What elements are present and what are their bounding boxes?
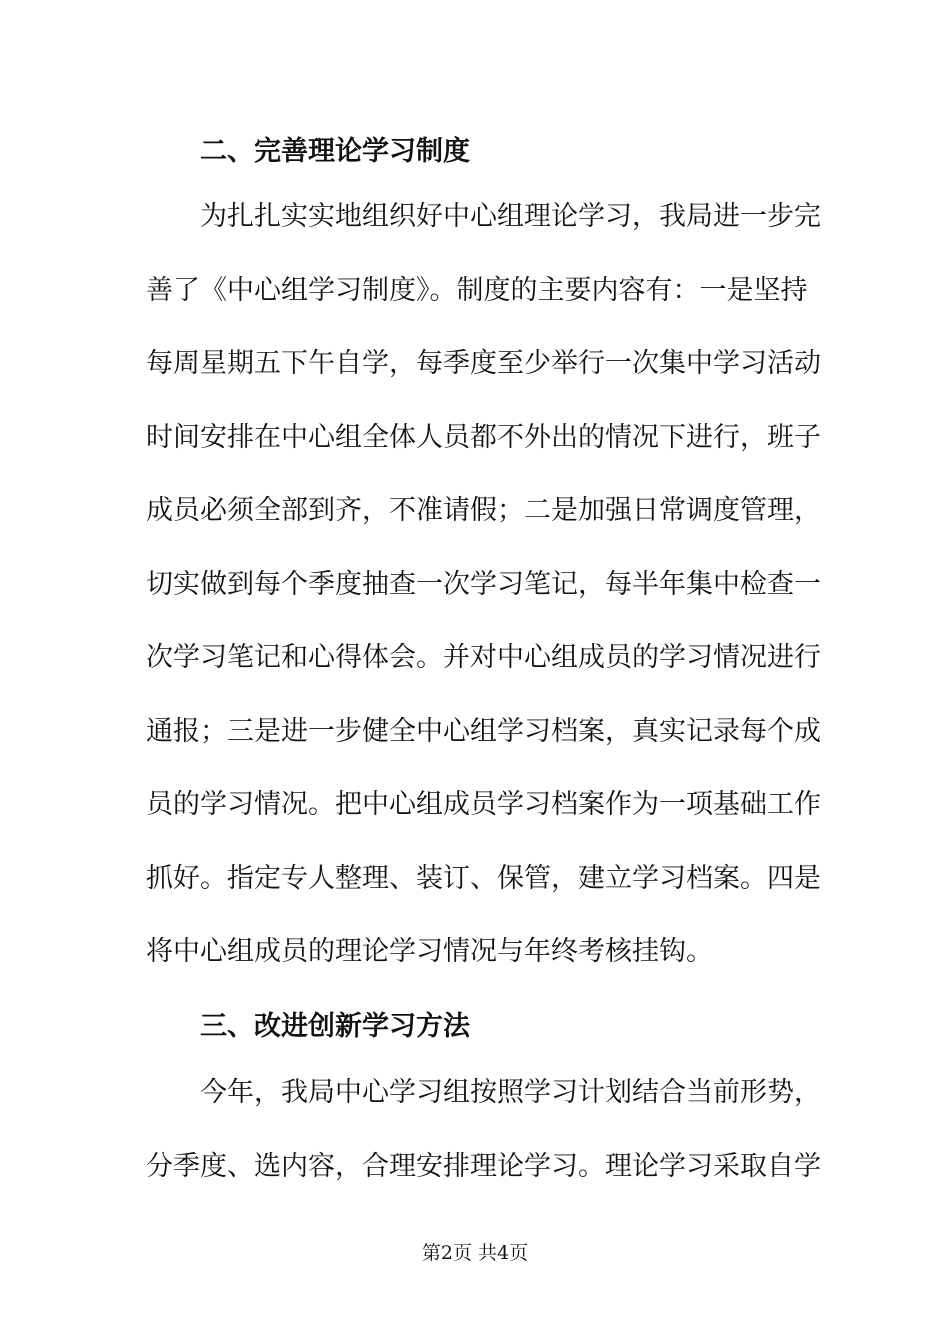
paragraph-line: 切实做到每个季度抽查一次学习笔记，每半年集中检查一 [146,569,821,600]
paragraph-line: 将中心组成员的理论学习情况与年终考核挂钩。 [146,936,713,967]
section-heading: 三、改进创新学习方法 [200,1011,470,1042]
paragraph-line: 每周星期五下午自学，每季度至少举行一次集中学习活动 [146,348,821,379]
paragraph-line: 为扎扎实实地组织好中心组理论学习，我局进一步完 [200,201,821,232]
section-heading: 二、完善理论学习制度 [200,136,470,167]
paragraph-line: 抓好。指定专人整理、装订、保管，建立学习档案。四是 [146,863,821,894]
page-number-footer: 第2页 共4页 [421,1242,529,1264]
paragraph-line: 次学习笔记和心得体会。并对中心组成员的学习情况进行 [146,642,821,673]
paragraph-line: 员的学习情况。把中心组成员学习档案作为一项基础工作 [146,789,821,820]
paragraph-line: 善了《中心组学习制度》。制度的主要内容有：一是坚持 [146,275,808,306]
paragraph-line: 成员必须全部到齐，不准请假；二是加强日常调度管理， [146,495,821,526]
paragraph-line: 通报；三是进一步健全中心组学习档案，真实记录每个成 [146,716,821,747]
paragraph-line: 今年，我局中心学习组按照学习计划结合当前形势， [200,1077,821,1108]
paragraph-line: 时间安排在中心组全体人员都不外出的情况下进行，班子 [146,422,821,453]
paragraph-line: 分季度、选内容，合理安排理论学习。理论学习采取自学 [146,1151,821,1182]
